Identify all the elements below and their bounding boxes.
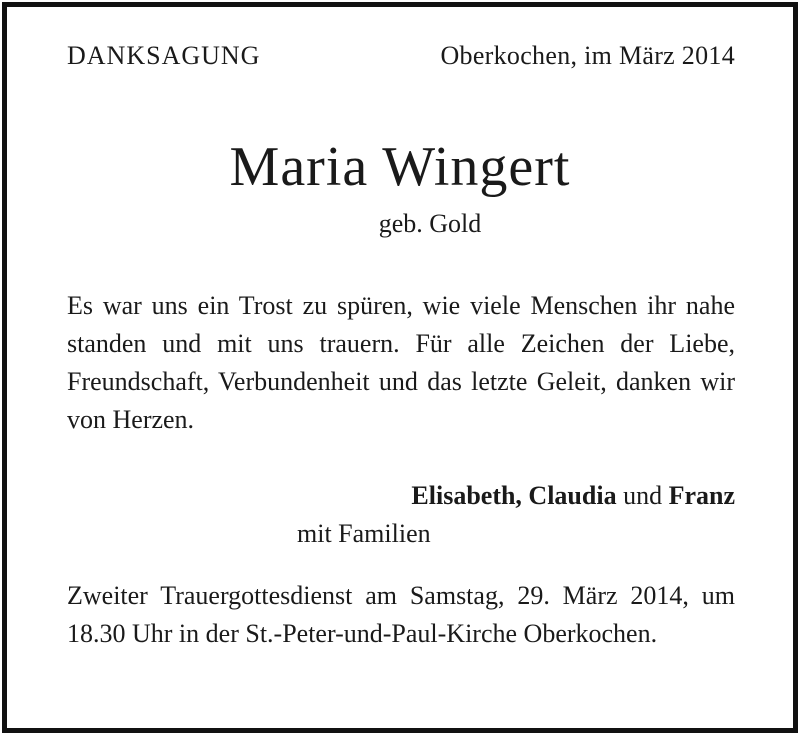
signers-block xyxy=(297,477,735,553)
signer-families: mit Familien xyxy=(297,519,431,548)
notice-header xyxy=(67,41,735,71)
birth-name: geb. Gold xyxy=(378,209,482,238)
place-date: Oberkochen, im März 2014 xyxy=(440,41,735,70)
signer-connector: und xyxy=(623,481,663,510)
signer-names xyxy=(297,477,735,515)
signer-last-name: Franz xyxy=(668,481,735,510)
thanks-message: Es war uns ein Trost zu spüren, wie viele Menschen ihr nahe standen und mit uns trauern. Für alle Zeichen der Liebe, Freundschaft, Verbundenheit und das letzte Geleit, danken wir von Herzen. xyxy=(67,291,735,434)
signer-names-bold: Elisabeth, Claudia xyxy=(411,481,617,510)
deceased-name: Maria Wingert xyxy=(229,136,571,198)
notice-title: DANKSAGUNG xyxy=(67,41,261,70)
obituary-notice xyxy=(2,2,798,733)
service-info: Zweiter Trauergottesdienst am Samstag, 29. März 2014, um 18.30 Uhr in der St.-Peter-und-Paul-Kirche Oberkochen. xyxy=(67,581,735,648)
